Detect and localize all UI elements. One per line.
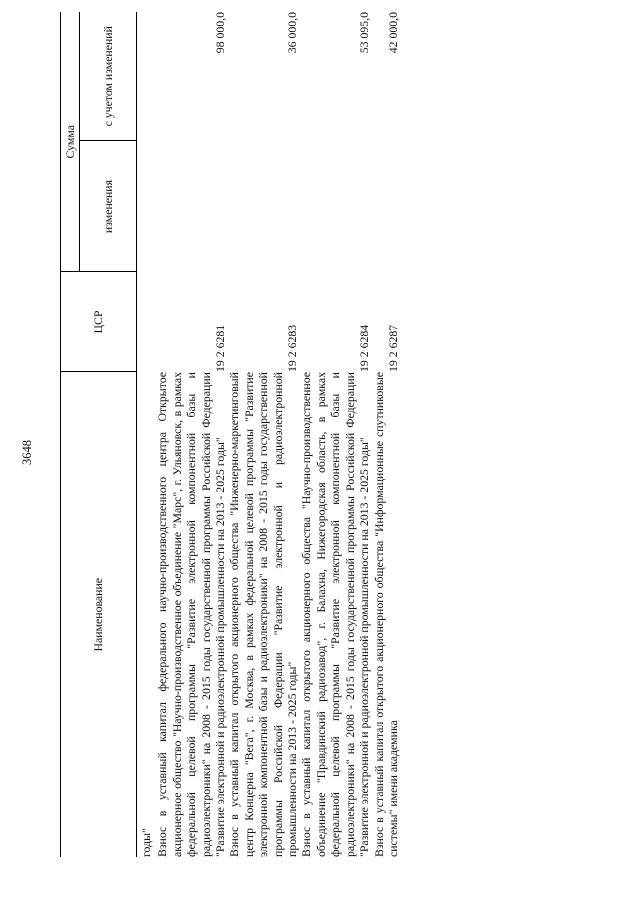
row-csr: 19 2 6281 — [213, 324, 228, 372]
row-csr: 19 2 6283 — [285, 324, 300, 372]
row-csr: 19 2 6287 — [385, 324, 400, 372]
continuation-text: годы" — [139, 828, 153, 857]
table-row — [299, 12, 371, 857]
table-header — [61, 12, 137, 857]
table-row — [372, 12, 401, 857]
budget-table — [60, 12, 400, 857]
header-with-changes: с учетом изменений — [80, 12, 137, 141]
table-body — [137, 12, 401, 857]
page-number: 3648 — [20, 440, 34, 465]
row-changes — [299, 141, 371, 272]
row-with-changes: 42 000,0 — [385, 12, 400, 54]
row-changes — [155, 141, 227, 272]
row-with-changes: 53 095,0 — [357, 12, 372, 54]
header-changes: изменения — [80, 141, 137, 272]
row-changes — [372, 141, 401, 272]
table-row-continuation — [137, 12, 156, 857]
row-with-changes: 98 000,0 — [213, 12, 228, 54]
table-row — [155, 12, 227, 857]
row-name: Взнос в уставный капитал открытого акционерного общества "Научно-производственное объединение "Правдинский радиозавод", г. Балахна, Нижегородская область, в рамках федеральной целевой программы "Развитие электронной компонентной базы и радиоэлектроники" на 2008 - 2015 годы государственной программы Российской Федерации "Развитие электронной и радиоэлектронной промышленности на 2013 - 2025 годы" — [299, 372, 372, 857]
row-with-changes: 36 000,0 — [285, 12, 300, 54]
header-csr: ЦСР — [61, 272, 137, 372]
row-csr: 19 2 6284 — [357, 324, 372, 372]
header-name: Наименование — [61, 372, 137, 857]
header-sum: Сумма — [61, 12, 80, 272]
row-name: Взнос в уставный капитал федерального научно-производственного центра Открытое акционерное общество "Научно-производственное объединение "Марс", г. Ульяновск, в рамках федеральной целевой программы "Развитие электронной компонентной базы и радиоэлектроники" на 2008 - 2015 годы государственной программы Российской Федерации "Развитие электронной и радиоэлектронной промышленности на 2013 - 2025 годы" — [155, 372, 228, 857]
row-name: Взнос в уставный капитал открытого акционерного общества "Информационные спутниковые системы" имени академика — [371, 372, 400, 857]
table-row — [227, 12, 299, 857]
row-changes — [227, 141, 299, 272]
row-name: Взнос в уставный капитал открытого акционерного общества "Инженерно-маркетинговый центр Концерна "Вега", г. Москва, в рамках федеральной целевой программы "Развитие электронной компонентной базы и радиоэлектроники" на 2008 - 2015 годы государственной программы Российской Федерации "Развитие электронной и радиоэлектронной промышленности на 2013 - 2025 годы" — [227, 372, 300, 857]
